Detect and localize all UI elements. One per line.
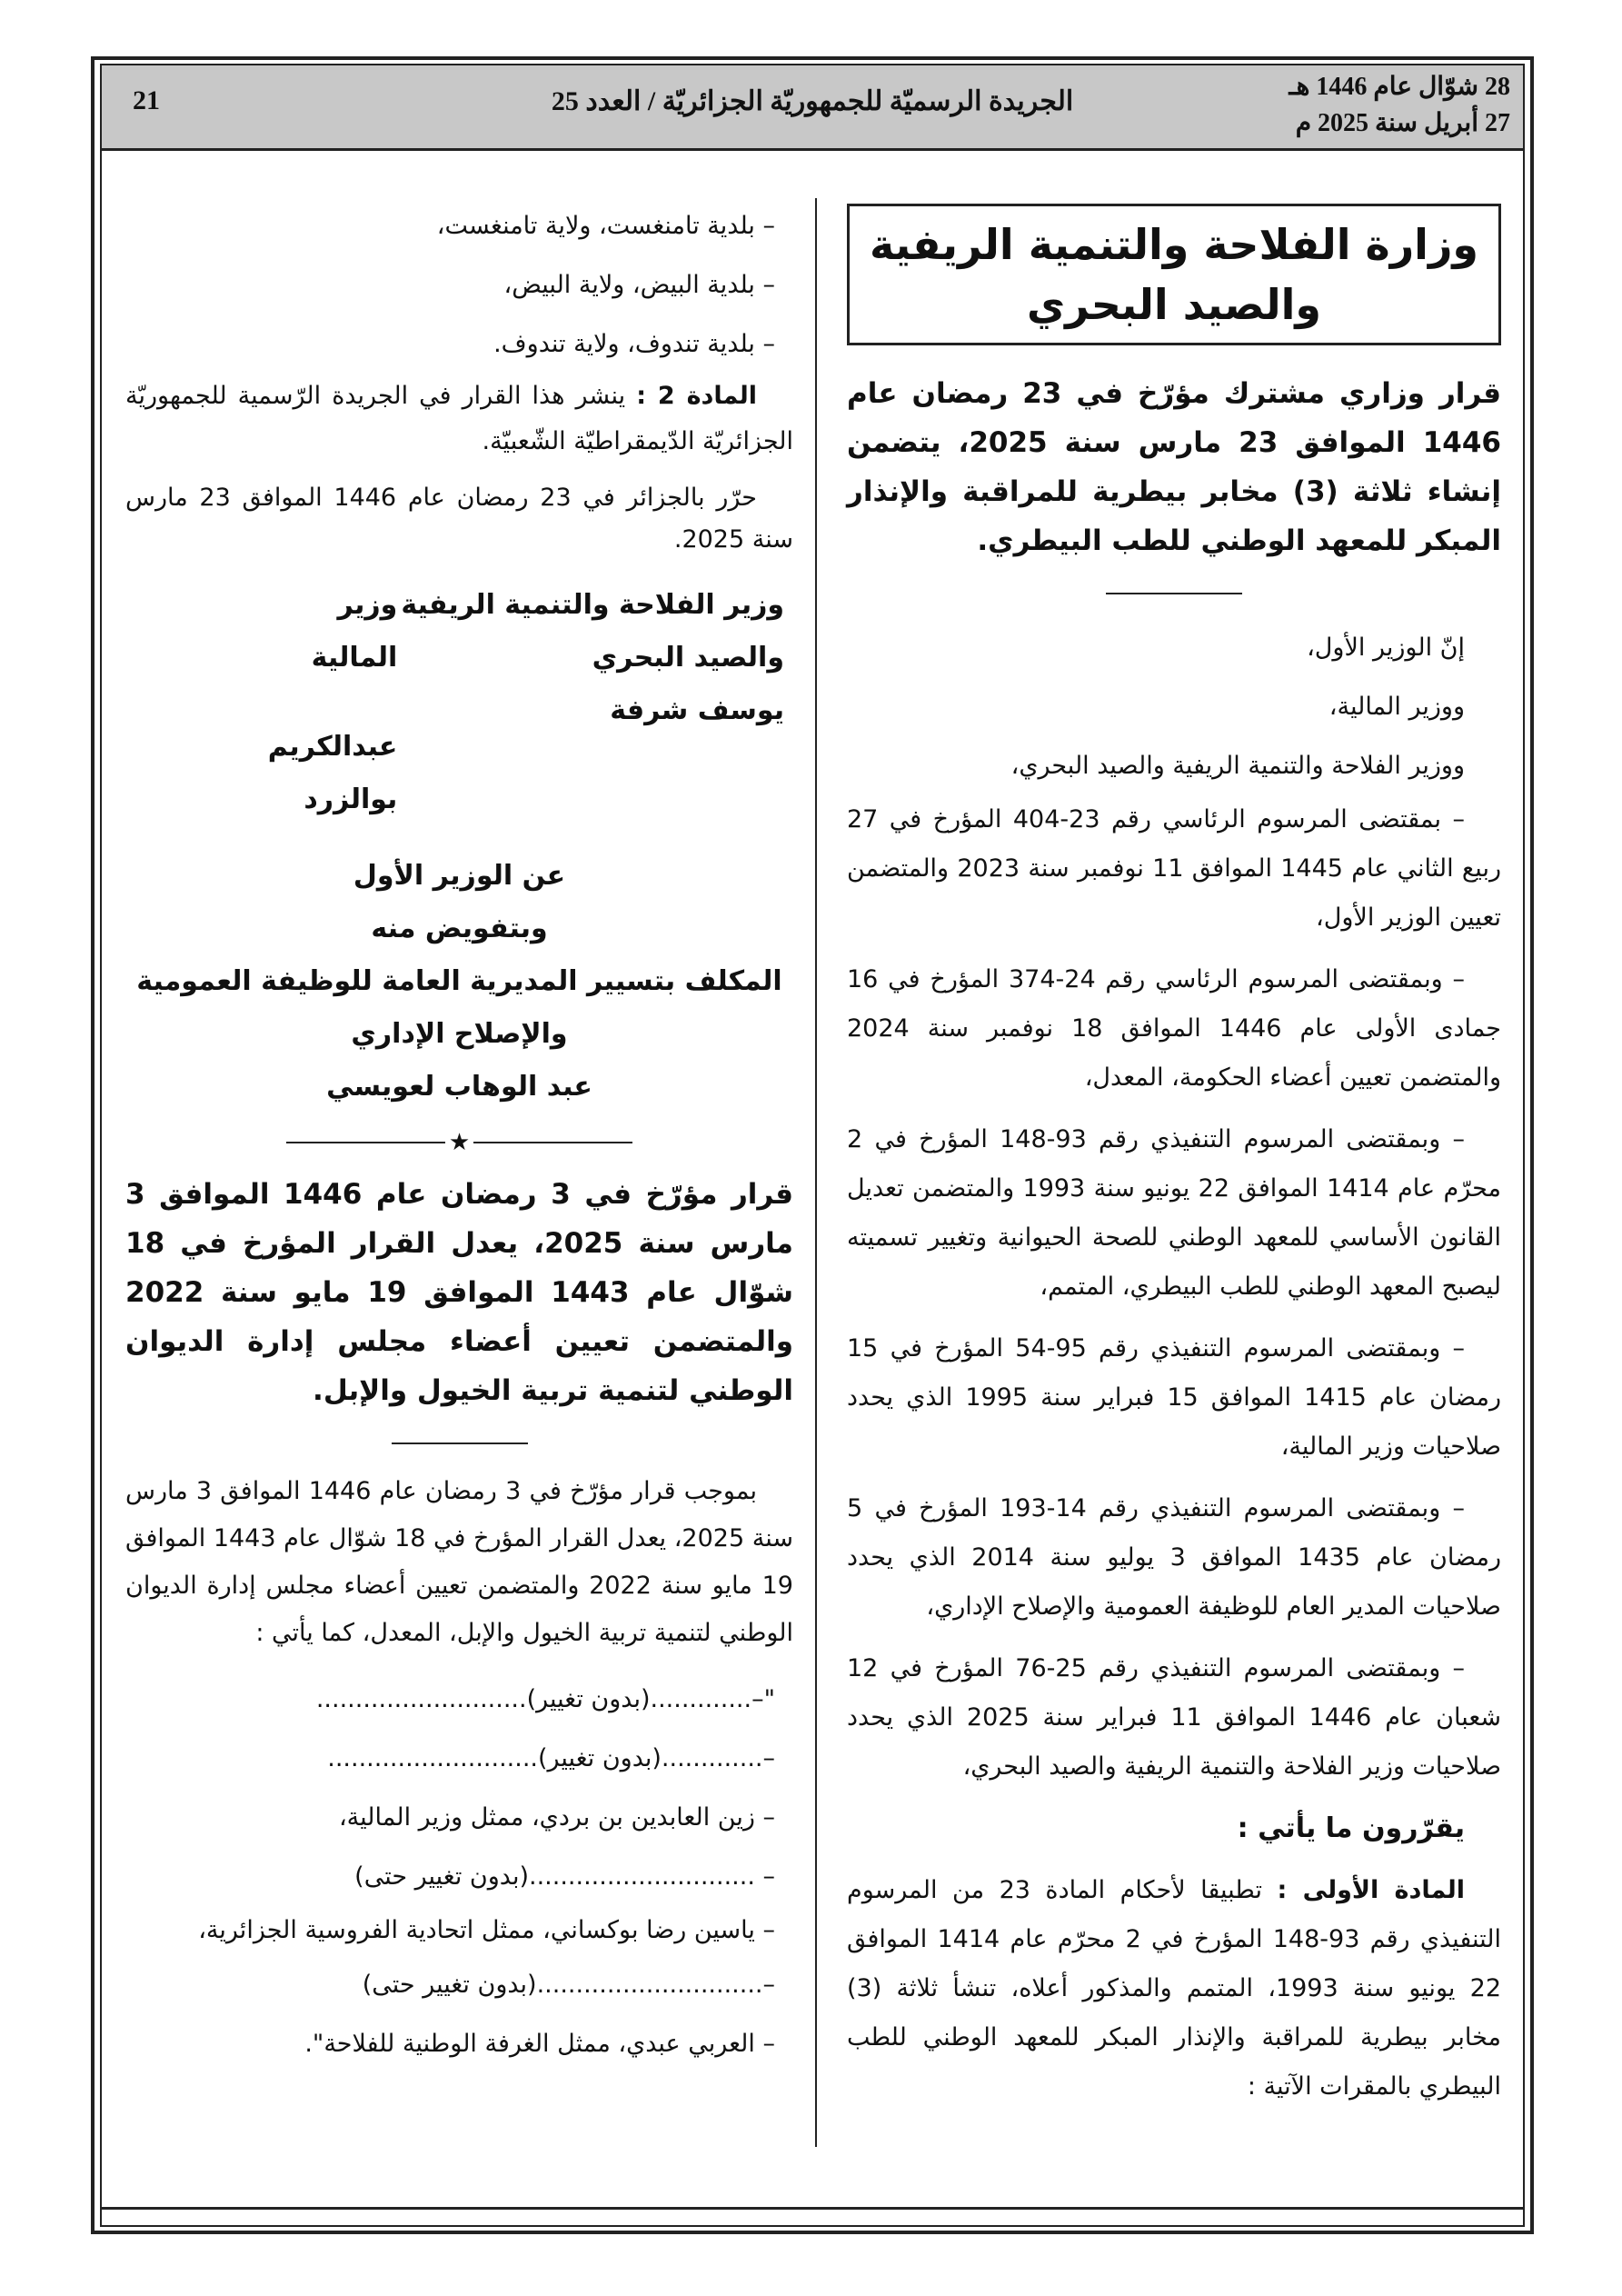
delegation-line: عن الوزير الأول [353, 860, 566, 892]
delegation-line: والإصلاح الإداري [351, 1018, 568, 1050]
article-1 [847, 1866, 1501, 2111]
visa-paragraph: – وبمقتضى المرسوم التنفيذي رقم 25-76 المؤرخ في 12 شعبان عام 1446 الموافق 11 فبراير سنة 2025 الذي يحدد صلاحيات وزير الفلاحة والتنمية الريفية والصيد البحري، [847, 1654, 1501, 1781]
star-separator [125, 1129, 793, 1156]
visa-paragraph: – بمقتضى المرسوم الرئاسي رقم 23-404 المؤرخ في 27 ربيع الثاني عام 1445 الموافق 11 نوفمبر سنة 2023 والمتضمن تعيين الوزير الأول، [847, 805, 1501, 932]
intro-line: إنّ الوزير الأول، [1307, 634, 1465, 662]
decision-title: قرار مؤرّخ في 3 رمضان عام 1446 الموافق 3 مارس سنة 2025، يعدل القرار المؤرخ في 18 شوّال عام 1443 الموافق 19 مايو سنة 2022 والمتضمن تعيين أعضاء مجلس إدارة الديوان الوطني لتنمية تربية الخيول والإبل. [125, 1178, 793, 1407]
decision-title: قرار وزاري مشترك مؤرّخ في 23 رمضان عام 1446 الموافق 23 مارس سنة 2025، يتضمن إنشاء ثلاثة (3) مخابر بيطرية للمراقبة والإنذار المبكر للمعهد الوطني للطب البيطري. [847, 377, 1501, 557]
gazette-title: الجريدة الرسميّة للجمهوريّة الجزائريّة / العدد 25 [551, 86, 1074, 116]
signatory-name: يوسف شرفة [610, 694, 784, 726]
footer-rule [102, 2207, 1523, 2210]
signatures [125, 579, 793, 826]
visa-paragraph: – وبمقتضى المرسوم الرئاسي رقم 24-374 المؤرخ في 16 جمادى الأولى عام 1446 الموافق 18 نوفمبر سنة 2024 والمتضمن تعيين أعضاء الحكومة، المعدل، [847, 965, 1501, 1092]
decide-heading: يقرّرون ما يأتي : [1237, 1812, 1465, 1844]
signatory-title: وزير الفلاحة والتنمية الريفية والصيد البحري [401, 589, 784, 674]
member-item: – .............................(بدون تغيير حتى) [354, 1862, 775, 1891]
intro-line: ووزير الفلاحة والتنمية الريفية والصيد البحري، [1010, 752, 1465, 780]
separator-rule [392, 1442, 528, 1444]
visa-paragraph: – وبمقتضى المرسوم التنفيذي رقم 95-54 المؤرخ في 15 رمضان عام 1415 الموافق 15 فبراير سنة 1995 الذي يحدد صلاحيات وزير المالية، [847, 1334, 1501, 1461]
location-item: – بلدية البيض، ولاية البيض، [503, 271, 775, 299]
ministry-title: وزارة الفلاحة والتنمية الريفية والصيد البحري [869, 220, 1479, 329]
visa-paragraph: – وبمقتضى المرسوم التنفيذي رقم 14-193 المؤرخ في 5 رمضان عام 1435 الموافق 3 يوليو سنة 2014 الذي يحدد صلاحيات المدير العام للوظيفة العمومية والإصلاح الإداري، [847, 1494, 1501, 1621]
date-hijri: 28 شوّال عام 1446 هـ [1289, 73, 1510, 101]
article-text: ينشر هذا القرار في الجريدة الرّسمية للجمهوريّة الجزائريّة الدّيمقراطيّة الشّعبيّة. [125, 382, 793, 455]
member-item: – زين العابدين بن بردي، ممثل وزير المالية، [338, 1803, 775, 1832]
delegation-line: المكلف بتسيير المديرية العامة للوظيفة العمومية [136, 965, 782, 997]
member-item: –.............(بدون تغيير)........................... [327, 1744, 775, 1772]
gazette-header [102, 65, 1523, 151]
decision-body: بموجب قرار مؤرّخ في 3 رمضان عام 1446 الموافق 3 مارس سنة 2025، يعدل القرار المؤرخ في 18 شوّال عام 1443 الموافق 19 مايو سنة 2022 والمتضمن تعيين أعضاء مجلس إدارة الديوان الوطني لتنمية تربية الخيول والإبل، المعدل، كما يأتي : [125, 1477, 793, 1647]
member-item: – ياسين رضا بوكساني، ممثل اتحادية الفروسية الجزائرية، [198, 1916, 775, 1944]
intro-line: ووزير المالية، [1328, 693, 1465, 721]
article-text: تطبيقا لأحكام المادة 23 من المرسوم التنفيذي رقم 93-148 المؤرخ في 2 محرّم عام 1414 الموافق 22 يونيو سنة 1993، المتمم والمذكور أعلاه، تنشأ ثلاثة (3) مخابر بيطرية للمراقبة والإنذار المبكر للمعهد الوطني للطب البيطري بالمقرات الآتية : [847, 1876, 1501, 2101]
signatory-title: وزير المالية [311, 589, 398, 674]
delegation-line: وبتفويض منه [371, 913, 548, 944]
right-column [847, 204, 1501, 2124]
signatory [397, 579, 784, 826]
location-item: – بلدية تندوف، ولاية تندوف. [493, 330, 775, 358]
member-item: – العربي عبدي، ممثل الغرفة الوطنية للفلاحة". [304, 2030, 775, 2058]
delegation-block [125, 850, 793, 1113]
ministry-title-box [847, 204, 1501, 345]
date-gregorian: 27 أبريل سنة 2025 م [1295, 109, 1510, 137]
article-label: المادة الأولى : [1277, 1876, 1465, 1904]
left-column [125, 196, 793, 2073]
signatory [244, 579, 397, 826]
visa-paragraph: – وبمقتضى المرسوم التنفيذي رقم 93-148 المؤرخ في 2 محرّم عام 1414 الموافق 22 يونيو سنة 1993 والمتضمن تعديل القانون الأساسي للمعهد الوطني للصحة الحيوانية وتغيير تسميته ليصبح المعهد الوطني للطب البيطري، المتمم، [847, 1125, 1501, 1301]
star-icon: ★ [448, 1129, 471, 1156]
article-label: المادة 2 : [636, 382, 757, 410]
signatory-name: عبدالكريم بوالزرد [267, 731, 398, 815]
article-2 [125, 374, 793, 464]
member-item: –.............................(بدون تغيير حتى) [362, 1971, 775, 1999]
done-at: حرّر بالجزائر في 23 رمضان عام 1446 الموافق 23 مارس سنة 2025. [125, 484, 793, 554]
member-item: "–.............(بدون تغيير)........................... [315, 1685, 775, 1713]
location-item: – بلدية تامنغست، ولاية تامنغست، [436, 212, 775, 240]
delegation-line: عبد الوهاب لعويسي [326, 1071, 592, 1103]
column-divider [815, 198, 817, 2147]
page-number: 21 [133, 85, 160, 115]
separator-rule [1106, 593, 1242, 594]
